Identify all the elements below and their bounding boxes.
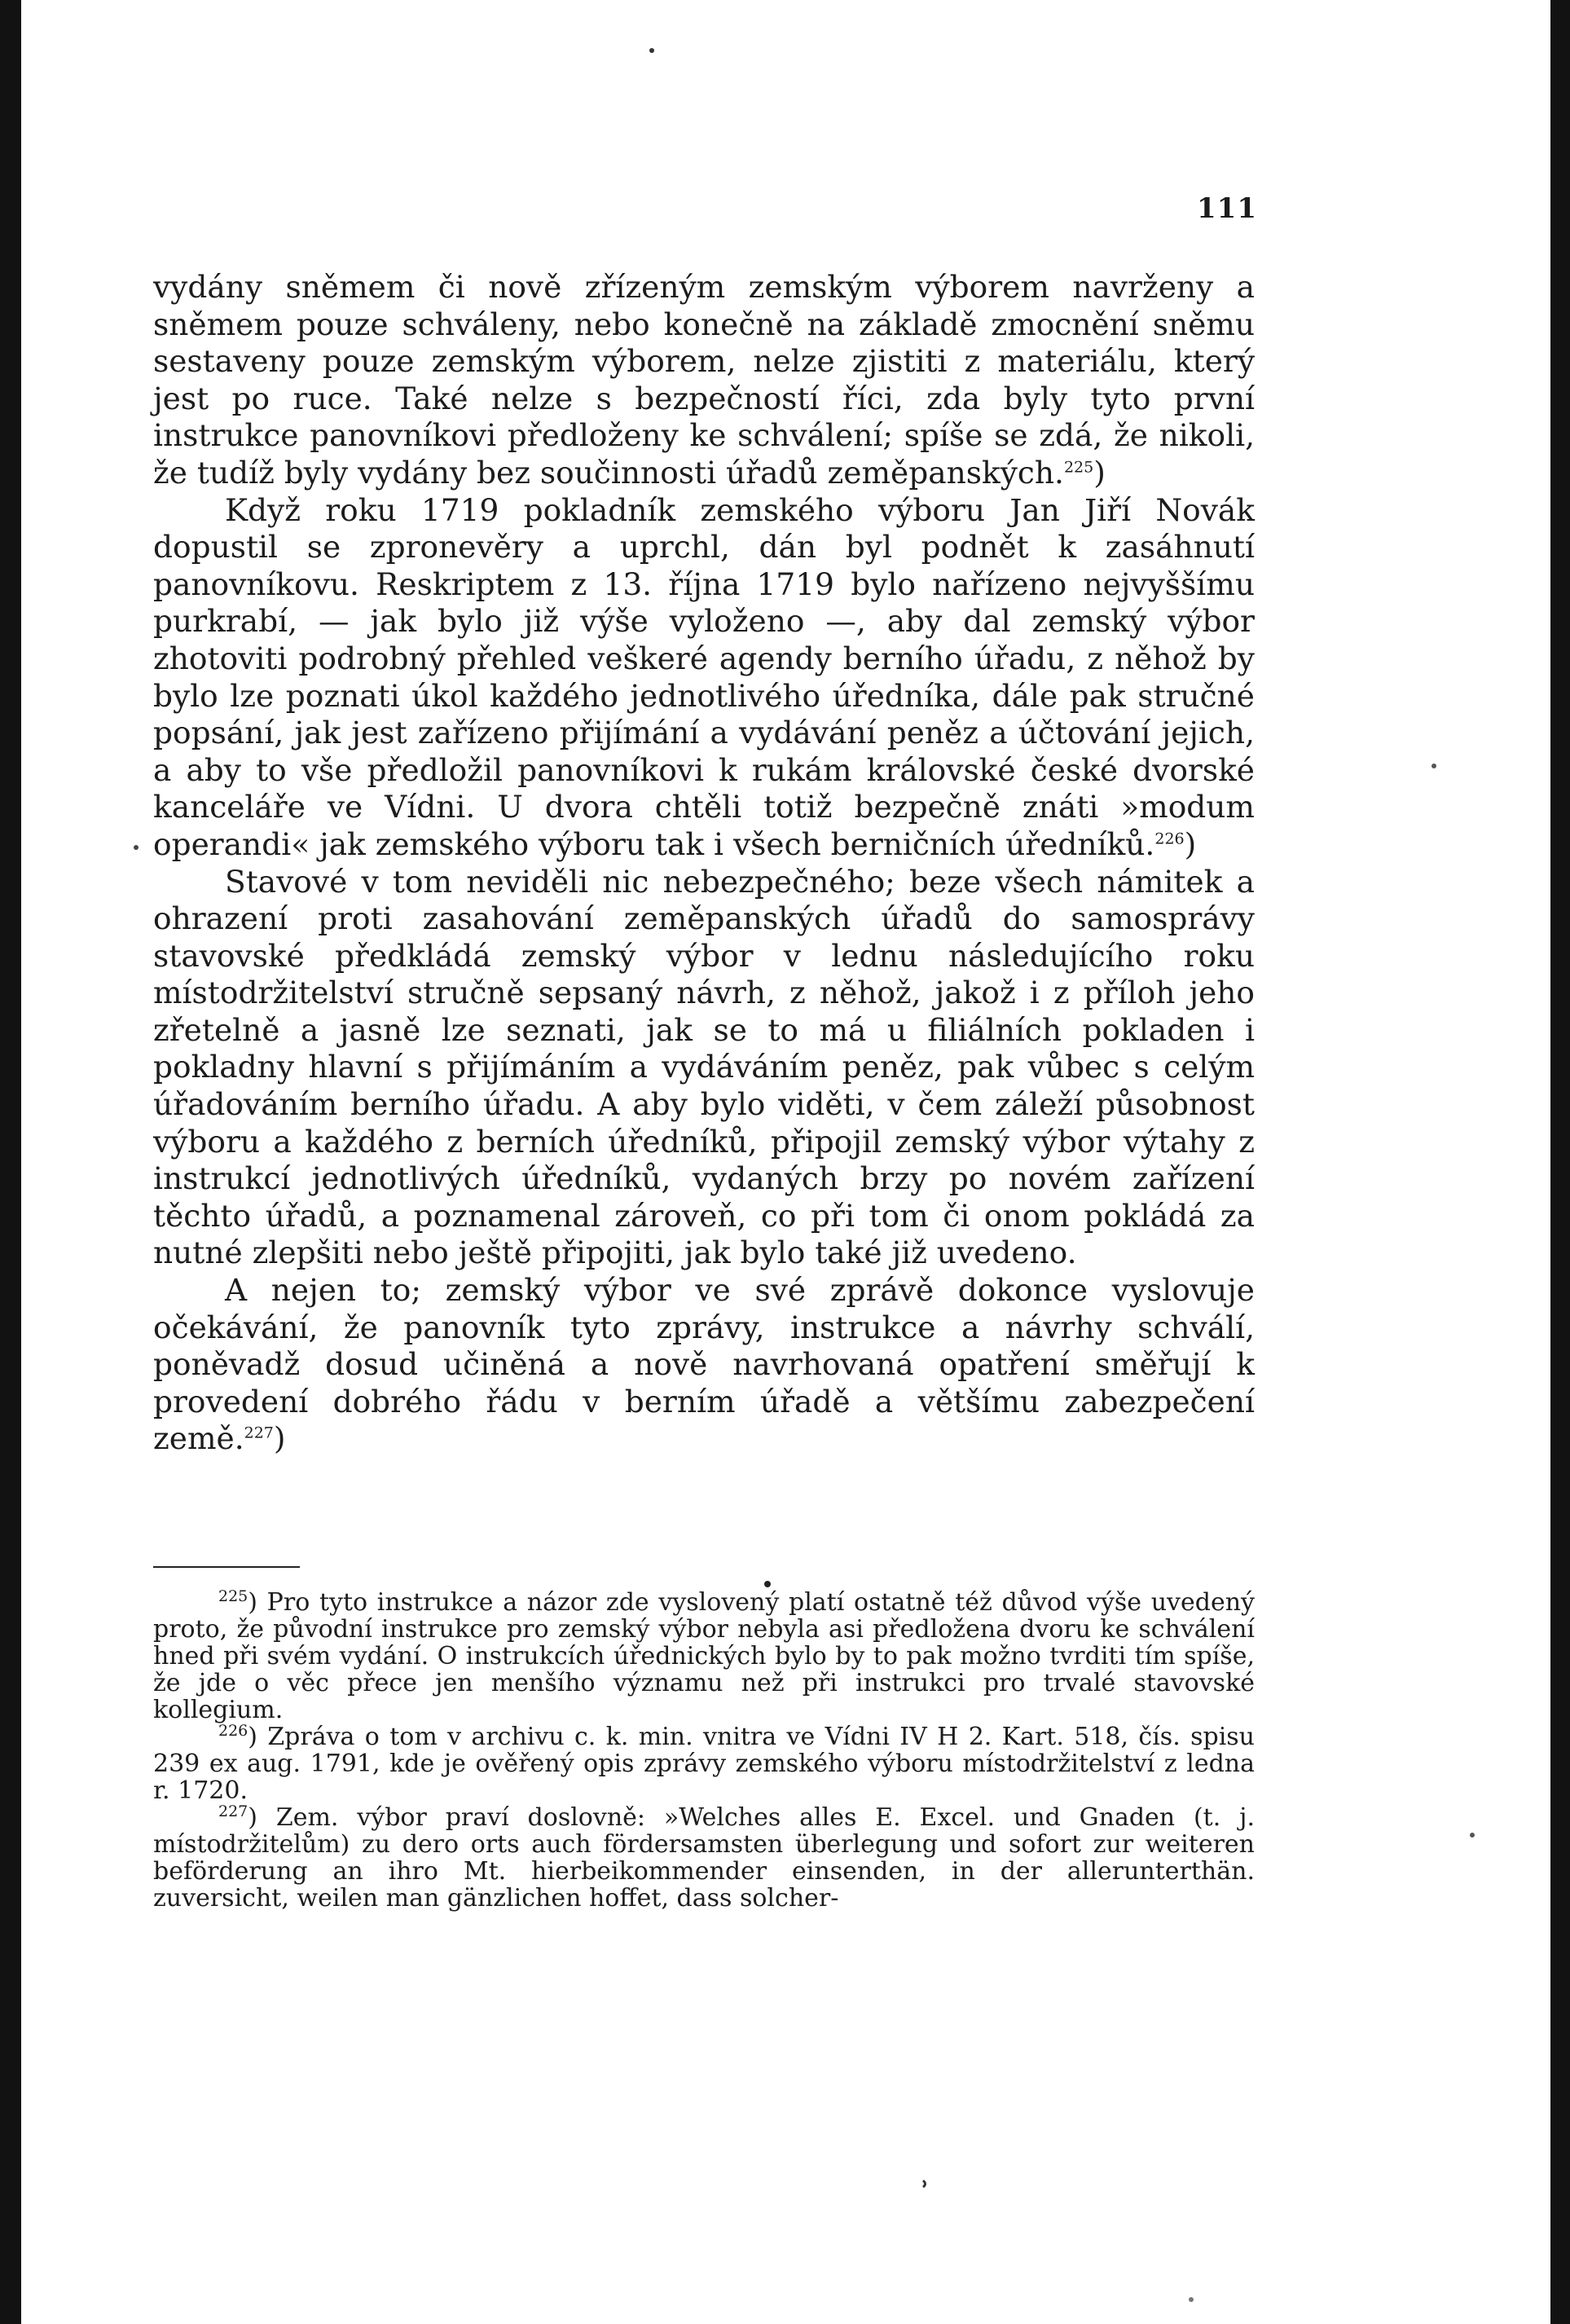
- body-text: [153, 269, 1255, 1458]
- paragraph-1: [153, 269, 1255, 492]
- scan-speck: [764, 1581, 771, 1587]
- footnote-text: ) Zpráva o tom v archivu c. k. min. vnitra ve Vídni IV H 2. Kart. 518, čís. spisu 239 ex aug. 1791, kde je ověřený opis zprávy zemského výboru místodržitelství z ledna r. 1720.: [153, 1723, 1255, 1805]
- footnote-ref-227: 227: [244, 1424, 274, 1442]
- footnote-text: ) Pro tyto instrukce a názor zde vyslovený platí ostatně též důvod výše uvedený proto, že původní instrukce pro zemský výbor nebyla asi předložena dvoru ke schválení hned při svém vydání. O instrukcích úřednických bylo by to pak možno tvrditi tím spíše, že jde o věc přece jen menšího významu než při instrukci pro trvalé stavovské kollegium.: [153, 1588, 1255, 1724]
- footnote-mark: 226: [218, 1722, 248, 1740]
- paragraph-4-text: A nejen to; zemský výbor ve své zprávě dokonce vyslovuje očekávání, že panovník tyto zprávy, instrukce a návrhy schválí, poněvadž dosud učiněná a nově navrhovaná opatření směřují k provedení dobrého řádu v berním úřadě a většímu zabezpečení země.: [153, 1272, 1255, 1457]
- footnote-226: [153, 1723, 1255, 1804]
- footnote-227: [153, 1804, 1255, 1912]
- scan-speck: [1470, 1833, 1475, 1838]
- footnote-text: ) Zem. výbor praví doslovně: »Welches alles E. Excel. und Gnaden (t. j. místodržitelům) zu dero orts auch fördersamsten überlegung und sofort zur weiteren beförderung an ihro Mt. hierbeikommender einsenden, in der allerunterthän. zuversicht, weilen man gänzlichen hoffet, dass solcher-: [153, 1803, 1255, 1912]
- footnote-ref-close: ): [1184, 825, 1197, 862]
- footnote-ref-close: ): [1093, 454, 1106, 491]
- footnote-divider: [153, 1566, 300, 1568]
- footnote-225: [153, 1589, 1255, 1723]
- scan-speck: [1189, 2297, 1194, 2302]
- scan-speck: [923, 2181, 926, 2187]
- scan-edge-left: [0, 0, 21, 2324]
- paragraph-2: [153, 492, 1255, 864]
- paragraph-4: [153, 1272, 1255, 1458]
- footnote-mark: 227: [218, 1802, 248, 1820]
- footnote-mark: 225: [218, 1587, 248, 1605]
- footnote-ref-close: ): [273, 1420, 286, 1457]
- scan-speck: [1431, 764, 1436, 768]
- scan-speck: [649, 48, 654, 53]
- scan-speck: [134, 845, 139, 850]
- footnotes: [153, 1589, 1255, 1912]
- footnote-ref-226: 226: [1154, 830, 1185, 848]
- paragraph-3: Stavové v tom neviděli nic nebezpečného; beze všech námitek a ohrazení proti zasahování zeměpanských úřadů do samosprávy stavovské předkládá zemský výbor v lednu následujícího roku místodržitelství stručně sepsaný návrh, z něhož, jakož i z příloh jeho zřetelně a jasně lze seznati, jak se to má u filiálních pokladen i pokladny hlavní s přijímáním a vydáváním peněz, pak vůbec s celým úřadováním berního úřadu. A aby bylo viděti, v čem záleží působnost výboru a každého z berních úředníků, připojil zemský výbor výtahy z instrukcí jednotlivých úředníků, vydaných brzy po novém zařízení těchto úřadů, a poznamenal zároveň, co při tom či onom pokládá za nutné zlepšiti nebo ještě připojiti, jak bylo také již uvedeno.: [153, 863, 1255, 1271]
- page-number: 111: [1197, 192, 1257, 225]
- scan-edge-right: [1550, 0, 1570, 2324]
- paragraph-2-text: Když roku 1719 pokladník zemského výboru Jan Jiří Novák dopustil se zpronevěry a uprchl, dán byl podnět k zasáhnutí panovníkovu. Reskriptem z 13. října 1719 bylo nařízeno nejvyššímu purkrabí, — jak bylo již výše vyloženo —, aby dal zemský výbor zhotoviti podrobný přehled veškeré agendy berního úřadu, z něhož by bylo lze poznati úkol každého jednotlivého úředníka, dále pak stručné popsání, jak jest zařízeno přijímání a vydávání peněz a účtování jejich, a aby to vše předložil panovníkovi k rukám královské české dvorské kanceláře ve Vídni. U dvora chtěli totiž bezpečně znáti »modum operandi« jak zemského výboru tak i všech berničních úředníků.: [153, 491, 1255, 862]
- footnote-ref-225: 225: [1063, 458, 1094, 477]
- paragraph-1-text: vydány sněmem či nově zřízeným zemským výborem navrženy a sněmem pouze schváleny, nebo konečně na základě zmocnění sněmu sestaveny pouze zemským výborem, nelze zjistiti z materiálu, který jest po ruce. Také nelze s bezpečností říci, zda byly tyto první instrukce panovníkovi předloženy ke schválení; spíše se zdá, že nikoli, že tudíž byly vydány bez součinnosti úřadů zeměpanských.: [153, 269, 1255, 491]
